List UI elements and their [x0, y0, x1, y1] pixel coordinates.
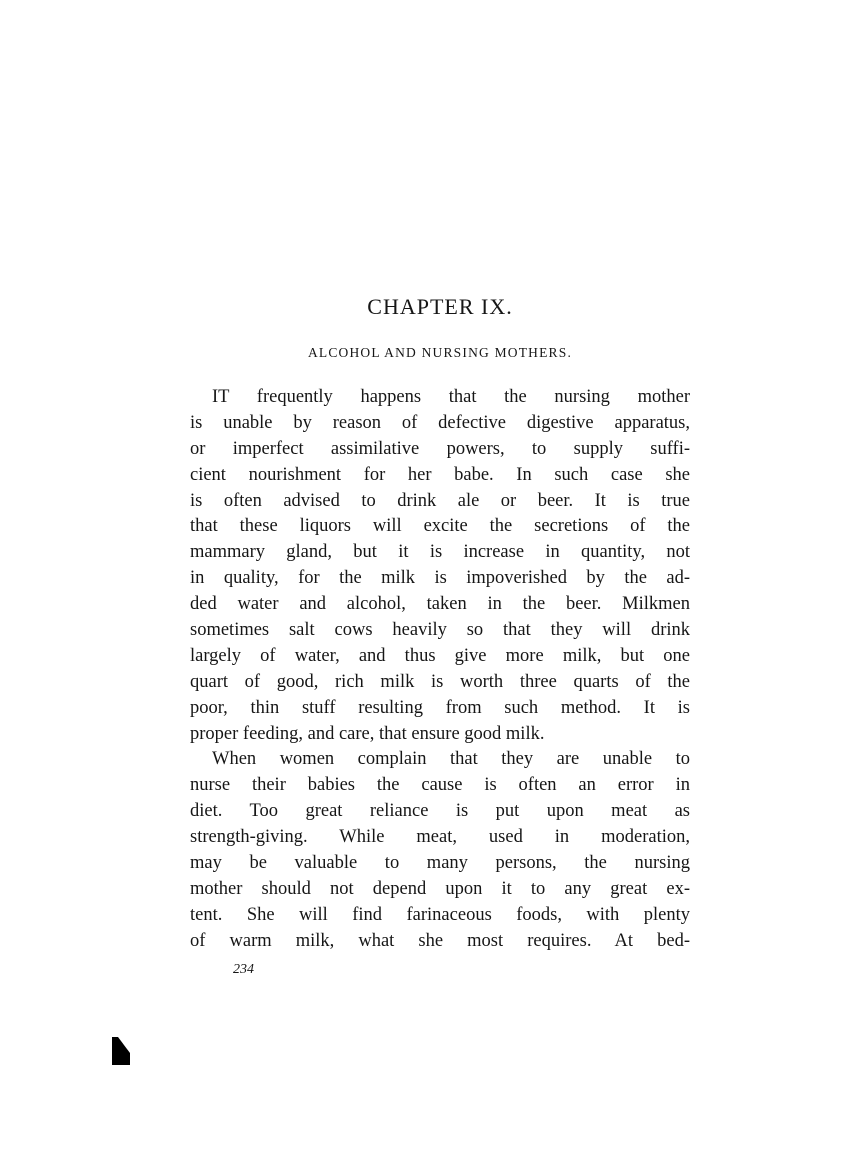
- text-line: sometimes salt cows heavily so that they will drink: [190, 620, 690, 641]
- text-line: cient nourishment for her babe. In such case she: [190, 464, 690, 485]
- text-line: When women complain that they are unable to: [212, 749, 690, 770]
- text-line: ded water and alcohol, taken in the beer. Milkmen: [190, 594, 690, 615]
- text-line: or imperfect assimilative powers, to supply suffi-: [190, 438, 690, 459]
- text-line: mother should not depend upon it to any great ex-: [190, 878, 690, 899]
- text-line: poor, thin stuff resulting from such method. It is: [190, 697, 690, 718]
- text-line: in quality, for the milk is impoverished by the ad-: [190, 568, 690, 589]
- text-line: strength-giving. While meat, used in moderation,: [190, 827, 690, 848]
- chapter-subtitle: ALCOHOL AND NURSING MOTHERS.: [307, 345, 573, 360]
- text-line: mammary gland, but it is increase in quantity, not: [190, 542, 690, 563]
- text-line: may be valuable to many persons, the nursing: [190, 853, 690, 874]
- text-line: that these liquors will excite the secretions of the: [190, 516, 690, 537]
- text-line: proper feeding, and care, that ensure good milk.: [190, 723, 545, 744]
- paragraph-2: [190, 747, 690, 954]
- text-line: nurse their babies the cause is often an error in: [190, 775, 690, 796]
- chapter-title: CHAPTER IX.: [367, 294, 513, 319]
- paragraph-1: [190, 385, 690, 747]
- text-line: largely of water, and thus give more milk, but one: [190, 645, 690, 666]
- text-line: IT frequently happens that the nursing mother: [212, 387, 690, 407]
- text-line: is often advised to drink ale or beer. It is true: [190, 490, 690, 511]
- page-number: 234: [233, 962, 254, 977]
- scan-corner-mark: [110, 1037, 130, 1065]
- text-line: is unable by reason of defective digestive apparatus,: [190, 412, 690, 433]
- text-line: of warm milk, what she most requires. At bed-: [190, 930, 690, 951]
- text-line: diet. Too great reliance is put upon meat as: [190, 801, 690, 822]
- body-text: [190, 385, 690, 955]
- text-line: tent. She will find farinaceous foods, with plenty: [190, 904, 690, 925]
- text-line: quart of good, rich milk is worth three quarts of the: [190, 671, 690, 692]
